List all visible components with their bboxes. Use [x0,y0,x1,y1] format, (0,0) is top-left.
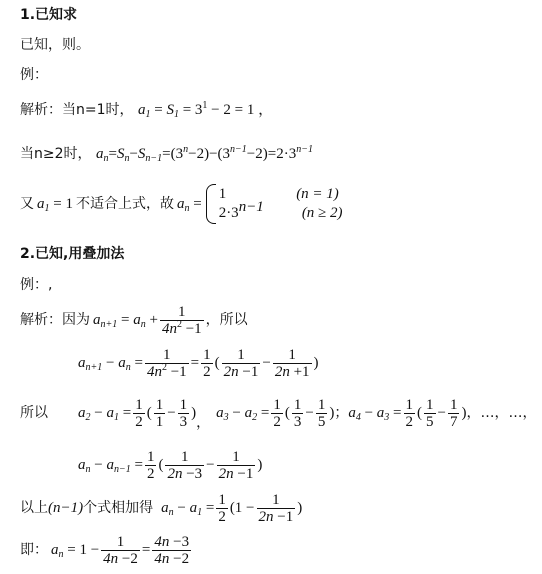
case-n2-text: 当n≥2时， [20,146,92,162]
piecewise-cases [219,185,343,223]
piece-cond-1: (n = 1) [296,186,339,202]
section1-known: 已知，则。 [20,37,90,53]
solution1-piecewise-line [20,184,343,224]
case-n1-text: 当n=1时， [62,102,134,118]
section1-example: 例： [20,67,48,83]
solution1-line-n1 [20,101,273,119]
an-symbol: $a_n$ = [176,196,202,214]
recurrence-lhs: $a_{n+1} = a_n$ + [93,312,158,330]
solution1-line-n2 [20,145,313,163]
piece-value-2: $2\cdot 3^{n-1}$ [218,199,264,221]
difference-line: $a_{n+1} - a_n$ = $\frac{1}{4n^2 -1}$ = $\frac{1}{2}$ ( $\frac{1}{2n -1}$ − $\frac{1}{2n +1}$ ) [78,346,319,380]
telescoping-terms-line: 所以 $a_2 - a_1$ = $\frac{1}{2}$ ( $\frac{1}{1}$ − $\frac{1}{3}$ ) ， $a_3 - a_2$ = $\frac{1}{2}$ ( $\frac{1}{3}$ − $\frac{1}{5}$ ) ； $a_4 - a_3$ = $\frac{1}{2}$ ( $\frac{1}{5}$ − $\frac{1}{7}$ ) ，…，…， [20,396,537,431]
also-text: 又 [20,196,34,212]
section1-heading: 1.已知求 [20,7,78,23]
solution2-label: 解析： [20,312,62,328]
a1-equation: $a_1 = 1$ [37,196,73,214]
sum-text-c: 个式相加得 [83,500,154,516]
so-text: 所以 [20,405,48,421]
piece-cond-2: (n ≥ 2) [301,205,343,221]
recurrence-fraction: $\frac{1}{4n^2 -1}$ [161,303,202,337]
difference-lhs: $a_{n+1} - a_n$ = [78,355,143,373]
piece-value-1: 1 [218,186,227,202]
sum-line: 以上 (n−1) 个式相加得 $a_n - a_1$ = $\frac{1}{2}$ (1 − $\frac{1}{2n -1}$ ) [20,491,303,525]
sum-text-a: 以上 [20,500,48,516]
piecewise-brace [206,184,216,224]
not-fit-text: 不适合上式，故 [75,196,174,212]
section2-heading: 2.已知,用叠加法 [20,246,125,262]
so-comma-text: ，所以 [205,312,248,328]
result-line: 即： $a_n = 1$ − $\frac{1}{4n -2}$ = $\frac{4n -3}{4n -2}$ [20,533,190,567]
solution2-because-line [20,301,248,339]
solution-label: 解析： [20,102,62,118]
equation-n2: $a_n=S_n-S_{n-1}=(3^n-2)-(3^{n-1}-2)=2\cdot 3^{n-1}$ [95,144,313,164]
because-text: 因为 [62,312,90,328]
equation-n1: $a_1 = S_1 = 3^1 - 2 = 1$ ， [137,100,274,120]
section2-example: 例：, [20,277,53,293]
last-term-line: $a_n - a_{n-1}$ = $\frac{1}{2}$ ( $\frac{1}{2n -3}$ − $\frac{1}{2n -1}$ ) [78,448,263,482]
sum-text-b: (n−1) [48,500,84,516]
hence-text: 即： [20,542,48,558]
